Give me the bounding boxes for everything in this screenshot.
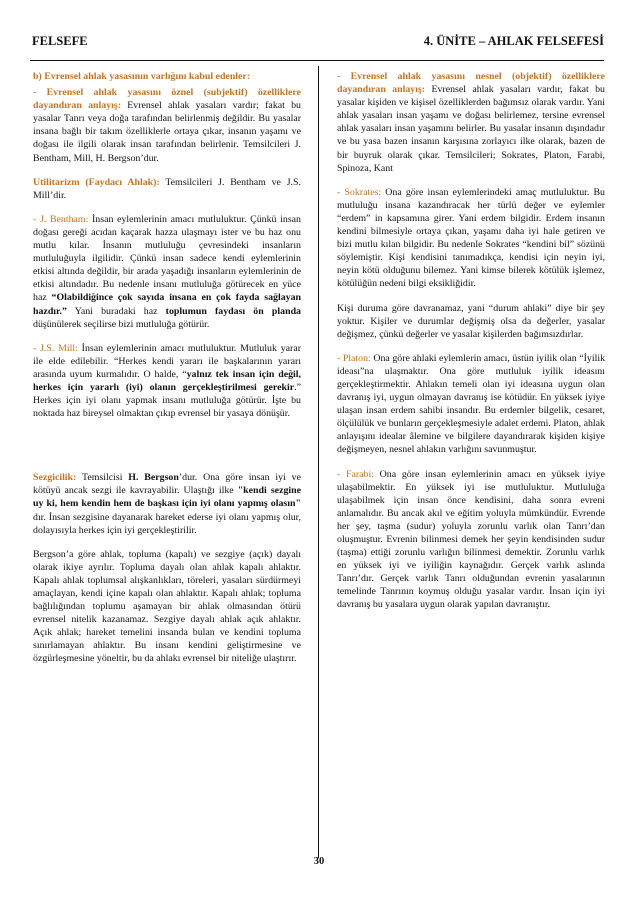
header-unit-title: 4. ÜNİTE – AHLAK FELSEFESİ <box>423 34 604 48</box>
page-header <box>30 34 604 61</box>
header-course-title: FELSEFE <box>32 34 88 48</box>
subjective-paragraph: - Evrensel ahlak yasasını öznel (subjektif) özelliklere dayandıran anlayış: Evrensel ahlak yasaları vardır; fakat bu yasalar Tanrı veya doğa tarafından belirlenmiş değildir. Bu yasalar insana bağlı bir takım özelliklerle ortaya çıkar, insanın yaşamı ve doğası ile ilgili olarak insan tarafından belirlenir. Temsilcileri J. Bentham, Mill, H. Bergson’dur. <box>33 87 301 164</box>
bergson-paragraph: Bergson’a göre ahlak, topluma (kapalı) ve sezgiye (açık) dayalı olarak ikiye ayrılır. Topluma dayalı olan ahlak kapalı ahlaktır. Kapalı ahlak toplumsal alışkanlıkları, töreleri, yasaları sürdürmeyi amaçlayan, kendi içine kapalı olan ahlaktır. Kapalı ahlak; topluma bağlılığından toplumu aşamayan bir ahlak olmasından ötürü evrensel nitelik kazanamaz. Sezgiye dayalı ahlak açık ahlaktır. Açık ahlak; hareket temelini insanda bulan ve kendini topluma sınırlamayan ahlaktır. Bu insanı kendini geliştirmesine ve özgürleşmesine yöneltir, bu da ahlakı evrensel bir niteliğe ulaştırır. <box>33 548 301 665</box>
subjective-lead: - Evrensel ahlak yasasını öznel (subjektif) özelliklere dayandıran anlayış: <box>33 87 301 112</box>
objective-paragraph: - Evrensel ahlak yasasını nesnel (objektif) özelliklere dayandıran anlayış: Evrensel ahlak yasaları vardır, fakat bu yasalar kişiden ve kişisel özelliklerden bağımsız olarak vardır. Yani ahlak yasaları insan yaşamı ve doğası belirlemez, tersine evrensel ahlak yasaları insan yaşamını belirler. Bu yasalar insanın dışındadır ve bu yasa bazen insanın karşısına zorlayıcı ilke olarak, bazen de bir buyruk olarak çıkar. Temsilcileri; Sokrates, Platon, Farabi, Spinoza, Kant <box>337 71 605 174</box>
plato-paragraph: - Platon: Ona göre ahlaki eylemlerin amacı, üstün iyilik olan “İyilik ideası”na ulaşmaktır. Ona göre mutluluk iyilik ideasını gerçekleştirmektir. Ahlakın temeli olan iyi ideasına uygun olan davranış iyi, uygun olmayan davranış ise kötüdür. En yüksek iyiye ulaşan insan erdem sahibi insandır. Bu erdemler bilgelik, cesaret, ölçülülük ve bunların gerçekleşmesiyle adalet erdemi. Platon, ahlak anlayışını idealar âlemine ve bilgilere dayandırarak kişiden kişiye değişmeyen, nesnel ahlakın varlığını savunmuştur. <box>337 352 606 456</box>
left-column <box>33 70 301 677</box>
page-number: 30 <box>313 856 325 867</box>
right-column <box>337 70 605 623</box>
intuitionism-paragraph: Sezgicilik: Temsilcisi H. Bergson’dur. Ona göre insan iyi ve kötüyü ancak sezgi ile kavrayabilir. Ulaştığı ilke "kendi sezgine uy ki, hem kendin hem de başkası için iyi olanı yapmış olasın" dır. İnsan sezgisine dayanarak hareket ederse iyi olanı yapmış olur, dolayısıyla herkes için iyi gerçekleştirilir. <box>33 472 302 536</box>
utilitarianism-lead: Utilitarizm (Faydacı Ahlak): <box>33 176 160 188</box>
plato-lead: - Platon: <box>337 352 371 364</box>
spacer <box>33 431 301 471</box>
intuitionism-lead: Sezgicilik: <box>33 472 77 484</box>
socrates-paragraph-2: Kişi duruma göre davranamaz, yani “durum ahlaki” diye bir şey yoktur. Kişiler ve durumlar değişmiş olsa da değerler, yasalar değişmez, çünkü değerler ve yasalar kişilerden bağımsızdırlar. <box>337 302 605 340</box>
mill-lead: - J.S. Mill: <box>33 342 78 354</box>
utilitarianism-paragraph: Utilitarizm (Faydacı Ahlak): Temsilcileri J. Bentham ve J.S. Mill’dir. <box>33 176 301 201</box>
socrates-paragraph: - Sokrates: Ona göre insan eylemlerindeki amaç mutluluktur. Bu mutluluğu insana kazandıracak her türlü değer ve eylemler “erdem” in kapsamına girer. Yani erdem bilgidir. Erdem insanın kendini bilmesiyle ortaya çıkan, yaşamı daha iyi hale getiren ve bizi mutlu kılan bilgidir. Bu nedenle Sokrates “kendini bil” sözünü söylemiştir. Kişi kendisini tanımadıkça, kendisi için neyin iyi, neyin kötü olduğunu bilemez. Yani kimse bilerek kötülük işlemez, kötülüğün nedeni bilgi eksikliğidir. <box>337 186 605 290</box>
farabi-lead: - Farabi: <box>337 468 374 480</box>
bentham-lead: - J. Bentham: <box>33 213 89 225</box>
bentham-paragraph: - J. Bentham: İnsan eylemlerinin amacı mutluluktur. Çünkü insan doğası gereği acıdan kaçarak hazza ulaşmayı ister ve bu haz onu mutlu kılar. İnsanın mutluluğu çevresindeki insanların mutluluğuyla ilgilidir. Çünkü insan sadece kendi eylemlerinin etkisi altında değildir, bir arada yaşadığı insanların eylemlerinin de etkisi altındadır. Bu nedenle insanı mutluluğa götürecek en yüce haz “Olabildiğince çok sayıda insana en çok fayda sağlayan hazdır.” Yani buradaki haz toplumun faydası ön planda düşünülerek seçilirse bizi mutluluğa götürür. <box>33 213 301 330</box>
objective-lead: - Evrensel ahlak yasasını nesnel (objektif) özelliklere dayandıran anlayış: <box>337 71 605 96</box>
section-heading-b: b) Evrensel ahlak yasasının varlığını kabul edenler: <box>33 71 251 82</box>
socrates-lead: - Sokrates: <box>337 186 382 198</box>
mill-paragraph: - J.S. Mill: İnsan eylemlerinin amacı mutluluktur. Mutluluk yarar ile elde edilebilir. “Herkes kendi yararı ile başkalarının yararı arasında uyum kurmalıdır. O halde, “yalnız tek insan için değil, herkes için yararlı (iyi) olanın gerçekleştirilmesi gerekir.” Herkes için iyi olanı yapmak insanı mutluluğa götürür. İşte bu noktada haz bireysel olmaktan çıkıp evrensel bir yasaya dönüşür. <box>33 342 301 420</box>
column-divider <box>318 66 319 858</box>
farabi-paragraph: - Farabi: Ona göre insan eylemlerinin amacı en yüksek iyiye ulaşabilmektir. En yüksek iyi ise mutluluktur. Mutluluğa ulaşabilmek için insan önce kendisini, daha sonra evreni anlamalıdır. Bu ancak akıl ve eğitim yoluyla mümkündür. Evrende her şey, taşma (sudur) yoluyla zorunlu varlık olan Tanrı’dan oluşmuştur. Evrenin bilinmesi demek her şeyin kendisinden sudur (taşma) ettiği zorunlu varlığın bilinmesi demektir. Zorunlu varlık en yüksek iyi ve iyiliğin kaynağıdır. Gerçek varlık aslında Tanrı’dır. Gerçek varlık Tanrı olduğundan evrenin yasalarının temelinde Tanrının koymuş olduğu yasalar vardır. İnsan için iyi davranış bu yasalara uygun olarak yapılan davranıştır. <box>337 468 605 611</box>
